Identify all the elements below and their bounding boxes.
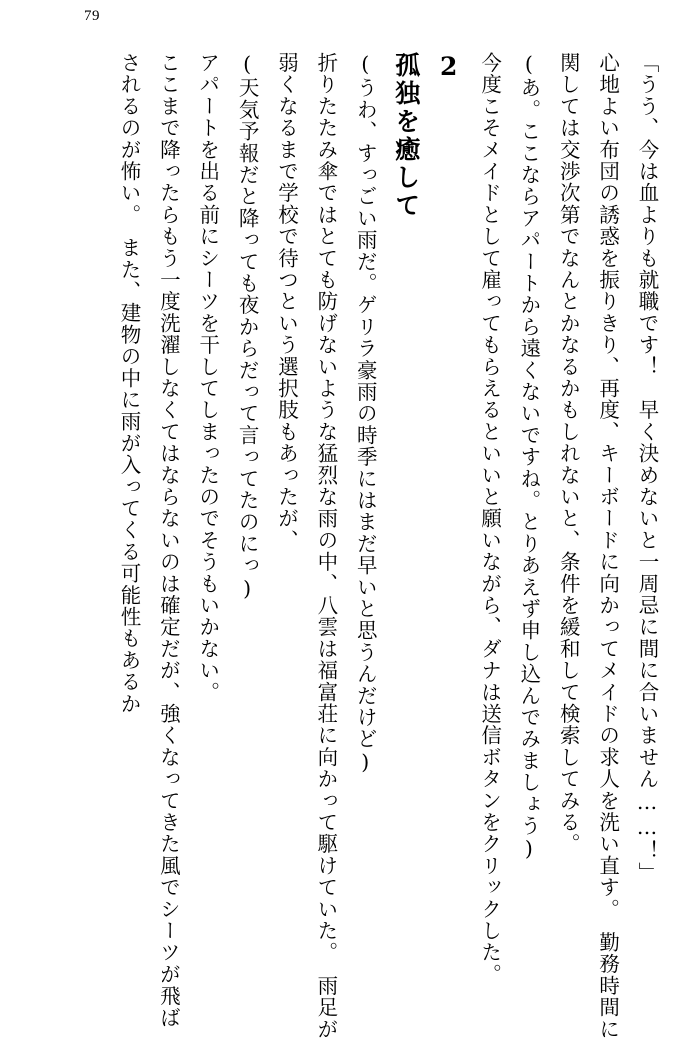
- chapter-title: 孤独を癒して: [391, 52, 421, 220]
- chapter-heading: [384, 52, 469, 1042]
- paragraph: 今度こそメイドとして雇ってもらえるといいと願いながら、ダナは送信ボタンをクリックした。: [477, 52, 502, 986]
- paragraph: 心地よい布団の誘惑を振りきり、再度、キーボードに向かってメイドの求人を洗い直す。 勤務時間に関しては交渉次第でなんとかなるかもしれないと、条件を緩和して検索してみる。: [556, 52, 620, 1040]
- paragraph: ここまで降ったらもう一度洗濯しなくてはならないのは確定だが、強くなってきた風でシーツが飛ばされるのが怖い。 また、建物の中に雨が入ってくる可能性もあるか: [117, 52, 181, 1029]
- paragraph: (あ。ここならアパートから遠くないですね。とりあえず申し込んでみましょう): [516, 52, 541, 862]
- paragraph: 折りたたみ傘ではとても防げないような猛烈な雨の中、八雲は福富荘に向かって駆けていた。 雨足が弱くなるまで学校で待つという選択肢もあったが、: [274, 52, 338, 1040]
- paragraph: (天気予報だと降っても夜からだって言ってたのにっ): [235, 52, 260, 602]
- chapter-number: 2: [434, 52, 464, 84]
- paragraph: (うわ、すっごい雨だ。ゲリラ豪雨の時季にはまだ早いと思うんだけど): [353, 52, 378, 776]
- page-body-text: [24, 52, 666, 1042]
- paragraph: 「うう、今は血よりも就職です！ 早く決めないと一周忌に間に合いません……！」: [635, 52, 659, 884]
- page-number: 79: [84, 8, 100, 24]
- paragraph: アパートを出る前にシーツを干してしまったのでそうもいかない。: [195, 52, 220, 703]
